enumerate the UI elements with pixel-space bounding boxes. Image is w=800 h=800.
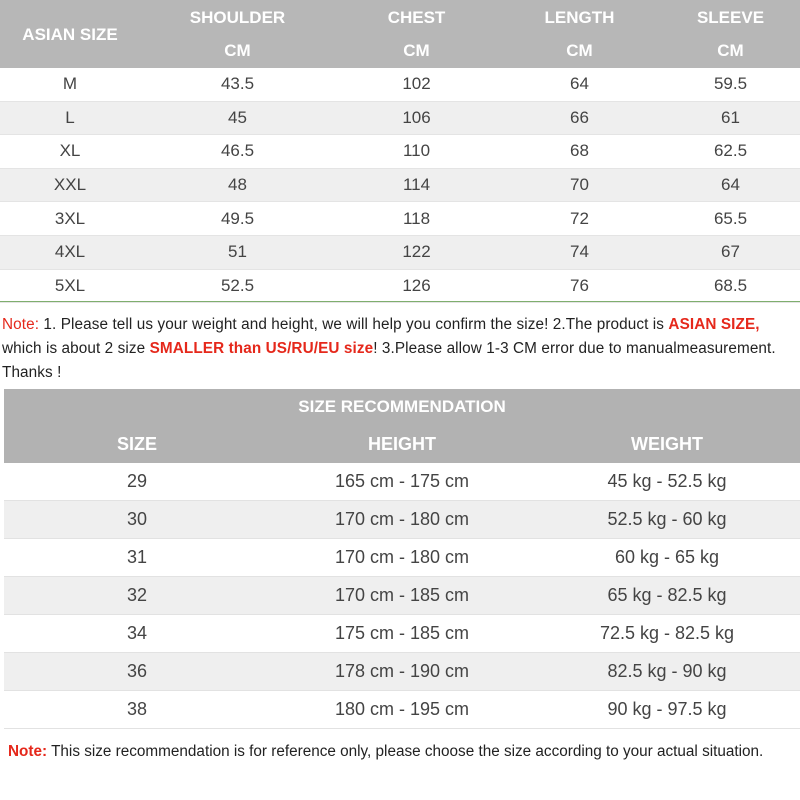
size-chart-table <box>0 0 800 303</box>
sleeve-cell: 65.5 <box>713 208 748 228</box>
size-chart-header <box>0 0 800 68</box>
size-cell: 34 <box>126 623 148 643</box>
length-cell: 76 <box>570 275 589 295</box>
chest-cell: 106 <box>402 107 431 127</box>
header-label: SLEEVE <box>696 8 765 27</box>
column-size: SIZE <box>116 433 157 454</box>
weight-cell: 52.5 kg - 60 kg <box>607 509 727 529</box>
shoulder-cell: 45 <box>228 107 247 127</box>
note-text: 1. Please tell us your weight and height, we will help you confirm the size! 2.The product is <box>39 316 669 333</box>
length-cell: 66 <box>570 107 589 127</box>
shoulder-cell: 46.5 <box>220 141 255 161</box>
sleeve-cell: 62.5 <box>713 141 748 161</box>
height-cell: 170 cm - 180 cm <box>334 509 470 529</box>
size-cell: 5XL <box>54 275 86 295</box>
height-cell: 170 cm - 185 cm <box>334 585 470 605</box>
header-unit: CM <box>403 41 430 60</box>
chest-cell: 114 <box>402 175 431 195</box>
header-label: CHEST <box>387 8 446 27</box>
chest-cell: 102 <box>402 74 431 94</box>
shoulder-cell: 48 <box>228 175 247 195</box>
table-row <box>0 270 800 304</box>
header-asian-size <box>0 0 140 68</box>
column-weight: WEIGHT <box>631 433 703 454</box>
size-cell: 3XL <box>54 208 86 228</box>
header-label: LENGTH <box>544 8 615 27</box>
length-cell: 68 <box>570 141 589 161</box>
weight-cell: 65 kg - 82.5 kg <box>607 585 727 605</box>
table-row <box>4 539 800 577</box>
header-unit: CM <box>717 41 744 60</box>
table-row <box>0 236 800 270</box>
height-cell: 178 cm - 190 cm <box>334 661 470 681</box>
sleeve-cell: 64 <box>721 175 740 195</box>
table-row <box>0 68 800 102</box>
note-text: which is about 2 size <box>2 340 150 357</box>
recommendation-body <box>4 463 800 729</box>
shoulder-cell: 49.5 <box>220 208 255 228</box>
weight-cell: 45 kg - 52.5 kg <box>607 471 727 491</box>
weight-cell: 72.5 kg - 82.5 kg <box>599 623 735 643</box>
note-text: This size recommendation is for reference only, please choose the size according to your actual situation. <box>47 743 764 760</box>
column-height: HEIGHT <box>367 433 436 454</box>
size-cell: XXL <box>53 175 87 195</box>
note-highlight-asian-size: ASIAN SIZE, <box>668 316 760 333</box>
note-label: Note: <box>2 316 40 333</box>
header-sleeve <box>661 0 800 68</box>
chest-cell: 122 <box>402 242 431 262</box>
sleeve-cell: 59.5 <box>713 74 748 94</box>
size-note <box>2 313 798 385</box>
table-row <box>4 463 800 501</box>
size-cell: 38 <box>126 699 148 719</box>
header-length <box>498 0 661 68</box>
shoulder-cell: 52.5 <box>220 275 255 295</box>
size-cell: 4XL <box>54 242 86 262</box>
height-cell: 165 cm - 175 cm <box>334 471 470 491</box>
weight-cell: 60 kg - 65 kg <box>614 547 720 567</box>
recommendation-title: SIZE RECOMMENDATION <box>298 397 506 416</box>
note-text: ! 3.Please allow 1-3 CM error due to manualmeasurement. Thanks ! <box>2 340 776 381</box>
table-row <box>4 615 800 653</box>
table-row <box>4 501 800 539</box>
shoulder-cell: 51 <box>228 242 247 262</box>
header-label: SHOULDER <box>189 8 286 27</box>
length-cell: 70 <box>570 175 589 195</box>
weight-cell: 82.5 kg - 90 kg <box>607 661 727 681</box>
table-row <box>0 202 800 236</box>
recommendation-columns <box>4 425 800 463</box>
length-cell: 64 <box>570 74 589 94</box>
height-cell: 180 cm - 195 cm <box>334 699 470 719</box>
height-cell: 175 cm - 185 cm <box>334 623 470 643</box>
header-unit: CM <box>224 41 251 60</box>
size-cell: 32 <box>126 585 148 605</box>
recommendation-note <box>8 739 798 765</box>
sleeve-cell: 67 <box>721 242 740 262</box>
note-highlight-smaller: SMALLER than US/RU/EU size <box>149 340 374 357</box>
divider-line <box>0 301 800 302</box>
size-cell: M <box>62 74 78 94</box>
length-cell: 74 <box>570 242 589 262</box>
size-cell: XL <box>59 141 81 161</box>
table-row <box>0 135 800 169</box>
chest-cell: 110 <box>402 141 431 161</box>
table-row <box>4 691 800 729</box>
header-label: ASIAN SIZE <box>22 24 118 44</box>
header-unit: CM <box>566 41 593 60</box>
size-cell: 30 <box>126 509 148 529</box>
chest-cell: 118 <box>402 208 431 228</box>
size-cell: 31 <box>126 547 148 567</box>
sleeve-cell: 68.5 <box>713 275 748 295</box>
size-cell: 36 <box>126 661 148 681</box>
size-chart-body <box>0 68 800 303</box>
chest-cell: 126 <box>402 275 431 295</box>
table-row <box>4 577 800 615</box>
length-cell: 72 <box>570 208 589 228</box>
shoulder-cell: 43.5 <box>220 74 255 94</box>
header-chest <box>335 0 498 68</box>
weight-cell: 90 kg - 97.5 kg <box>607 699 727 719</box>
sleeve-cell: 61 <box>721 107 740 127</box>
size-cell: L <box>65 107 75 127</box>
height-cell: 170 cm - 180 cm <box>334 547 470 567</box>
table-row <box>0 169 800 203</box>
recommendation-header <box>4 389 800 463</box>
table-row <box>4 653 800 691</box>
size-recommendation-table <box>4 389 800 729</box>
note-label: Note: <box>8 743 48 760</box>
size-cell: 29 <box>126 471 148 491</box>
table-row <box>0 102 800 136</box>
header-shoulder <box>140 0 335 68</box>
